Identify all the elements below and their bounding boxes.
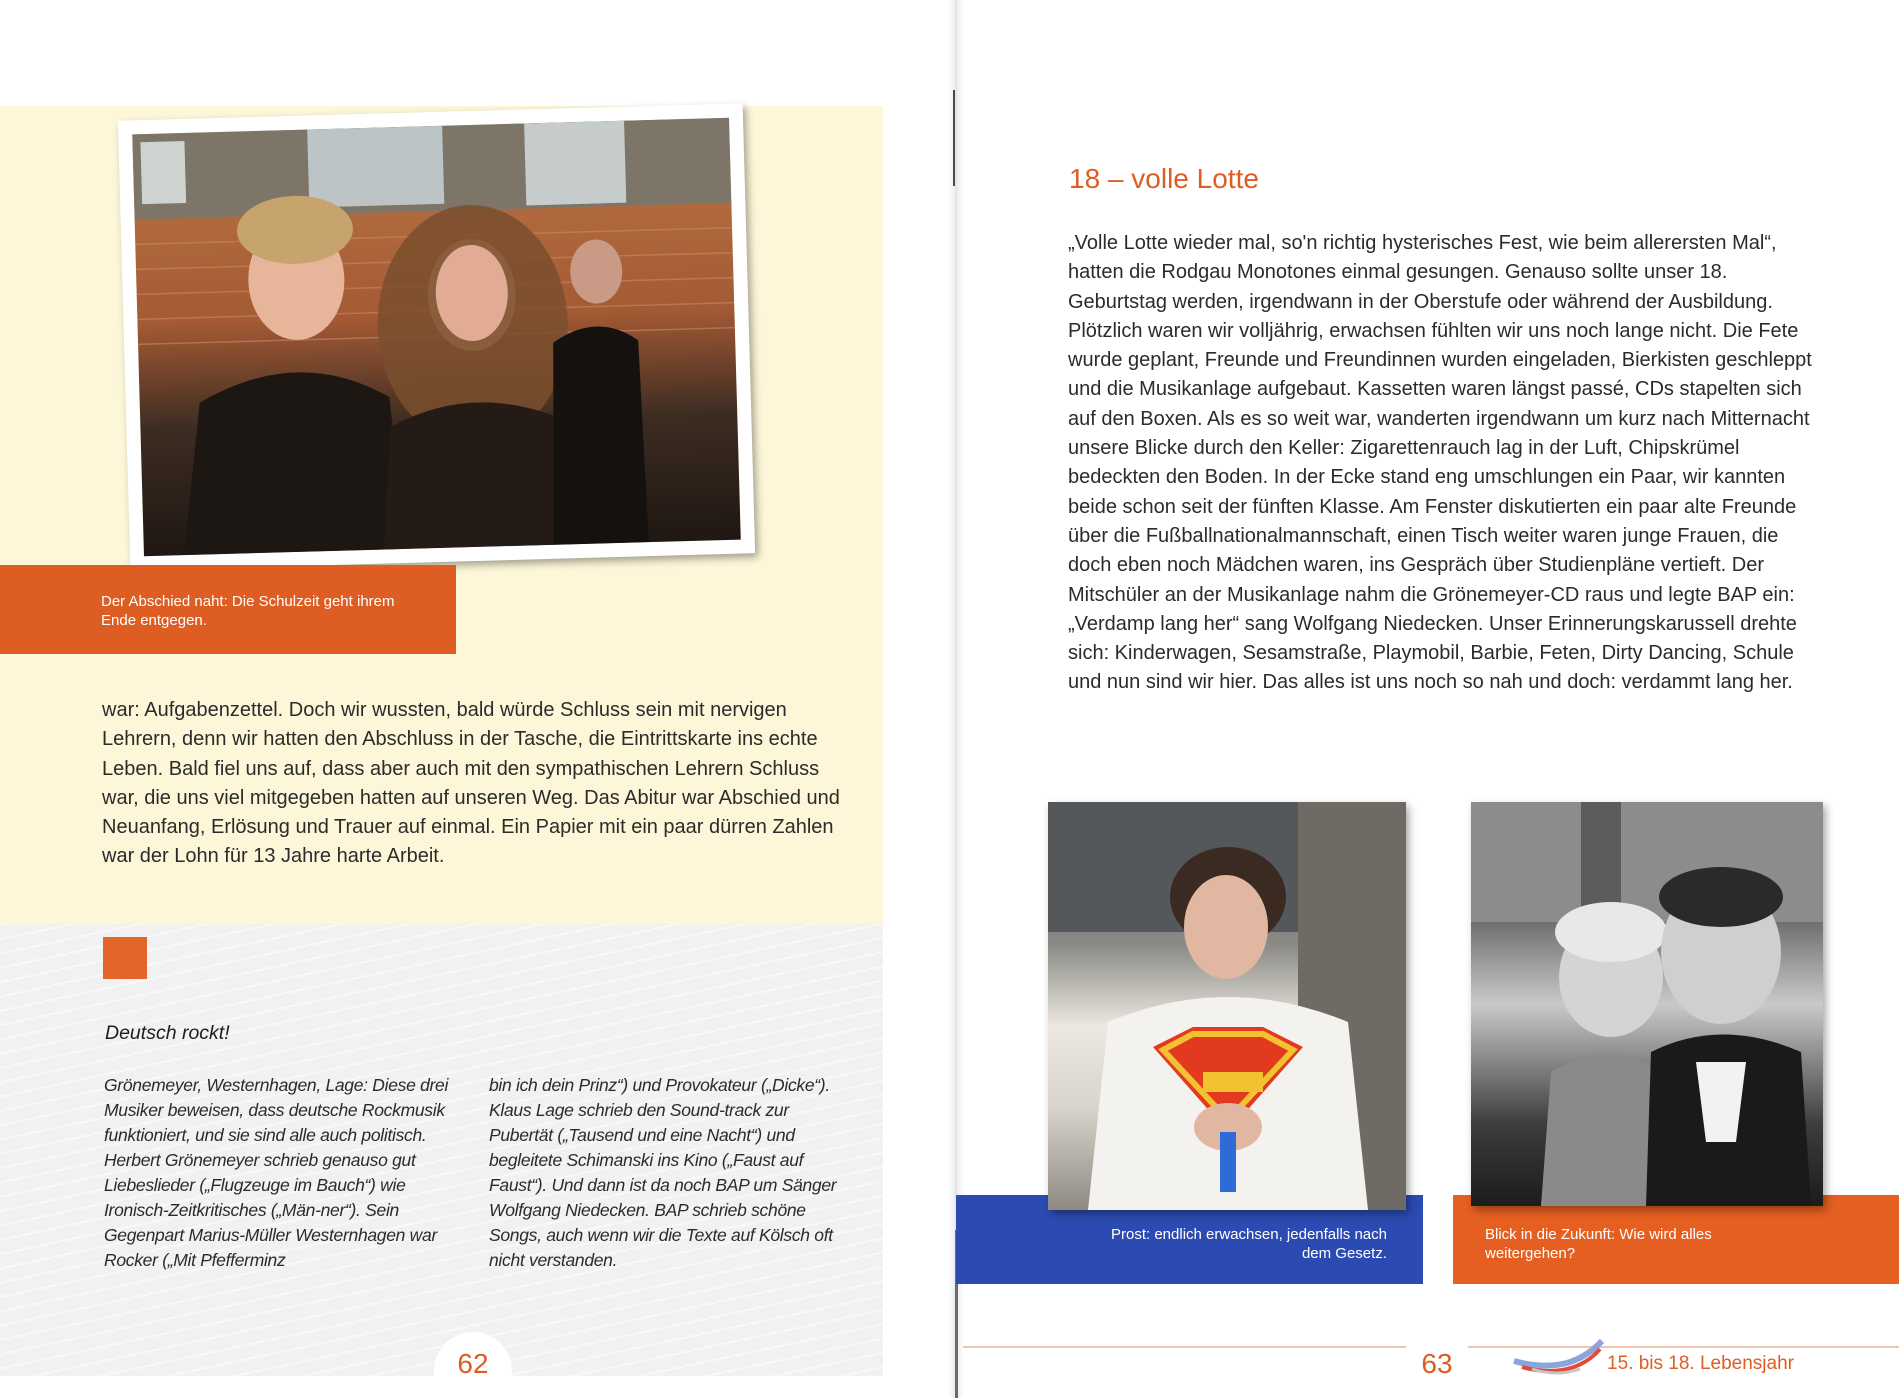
photo-caption-box-orange	[1453, 1195, 1899, 1284]
photo-couple-image	[1471, 802, 1823, 1206]
photo-caption-box	[0, 565, 456, 654]
book-gutter	[948, 0, 964, 1398]
page-number-tab-right	[1398, 1332, 1476, 1396]
photo-couple	[1471, 802, 1823, 1206]
page-edge-rule	[953, 90, 955, 186]
info-box-column-1: Grönemeyer, Westernhagen, Lage: Diese drei Musiker beweisen, dass deutsche Rockmusik funktioniert, und sie sind alle auch politisch. Herbert Grönemeyer schrieb genauso gut Liebeslieder („Flugzeuge im Bauch“) wie Ironisch-Zeitkritisches („Män-ner“). Sein Gegenpart Marius-Müller Westernhagen war Rocker („Mit Pfefferminz	[104, 1075, 449, 1270]
page-number-right: 63	[1421, 1348, 1453, 1379]
ribbon-decoration-icon	[1512, 1339, 1604, 1379]
photo-farewell	[132, 118, 741, 557]
photo-superman-image	[1048, 802, 1406, 1210]
info-box-title: Deutsch rockt!	[105, 1022, 230, 1044]
photo-caption-future: Blick in die Zukunft: Wie wird alles weitergehen?	[1485, 1226, 1712, 1262]
left-body-text: war: Aufgabenzettel. Doch wir wussten, bald würde Schluss sein mit nervigen Lehrern, denn wir hatten den Abschluss in der Tasche, die Eintrittskarte ins echte Leben. Bald fiel uns auf, dass aber auch mit den sympathischen Lehrern Schluss war, die uns viel mitgegeben hatten auf unseren Weg. Das Abitur war Abschied und Neuanfang, Erlösung und Trauer auf einmal. Ein Papier mit ein paar dürren Zahlen war der Lohn für 13 Jahre harte Arbeit.	[102, 699, 840, 868]
info-box-marker	[103, 937, 147, 979]
photo-caption: Der Abschied naht: Die Schulzeit geht ihrem Ende entgegen.	[101, 593, 395, 629]
page-number-left: 62	[457, 1348, 489, 1379]
photo-farewell-frame	[118, 103, 755, 570]
chapter-label: 15. bis 18. Lebensjahr	[1607, 1353, 1794, 1374]
info-box-column-2: bin ich dein Prinz“) und Provokateur („Dicke“). Klaus Lage schrieb den Sound-track zur Pubertät („Tausend und eine Nacht“) und begleitete Schimanski ins Kino („Faust auf Faust“). Und dann ist da noch BAP um Sänger Wolfgang Niedecken. BAP schrieb schöne Songs, auch wenn wir die Texte auf Kölsch oft nicht verstanden.	[489, 1075, 837, 1270]
photo-caption-prost: Prost: endlich erwachsen, jedenfalls nach dem Gesetz.	[1111, 1226, 1387, 1262]
right-body-text: „Volle Lotte wieder mal, so'n richtig hysterisches Fest, wie beim allerersten Mal“, hatten die Rodgau Monotones einmal gesungen. Genauso sollte unser 18. Geburtstag werden, irgendwann in der Oberstufe oder während der Ausbildung. Plötzlich waren wir volljährig, erwachsen fühlten wir uns noch lange nicht. Die Fete wurde geplant, Freunde und Freundinnen wurden eingeladen, Bierkisten geschleppt und die Musikanlage aufgebaut. Kassetten waren längst passé, CDs stapelten sich auf den Boxen. Als es so weit war, wanderten irgendwann um kurz nach Mitternacht unsere Blicke durch den Keller: Zigarettenrauch lag in der Luft, Chipskrümel bedeckten den Boden. In der Ecke stand eng umschlungen ein Paar, wir kannten beide schon seit der fünften Klasse. Am Fenster diskutierten ein paar alte Freunde über die Fußballnationalmannschaft, einen Tisch weiter waren junge Frauen, die doch eben noch Mädchen waren, ins Gespräch über Studienpläne vertieft. Der Mitschüler an der Musikanlage nahm die Grönemeyer-CD raus und legte BAP ein: „Verdamp lang her“ sang Wolfgang Niedecken. Unser Erinnerungskarussell drehte sich: Kinderwagen, Sesamstraße, Playmobil, Barbie, Feten, Dirty Dancing, Schule und nun sind wir hier. Das alles ist uns noch so nah und doch: verdammt lang her.	[1068, 232, 1812, 694]
photo-superman-shirt	[1048, 802, 1406, 1210]
section-heading: 18 – volle Lotte	[1069, 163, 1259, 194]
